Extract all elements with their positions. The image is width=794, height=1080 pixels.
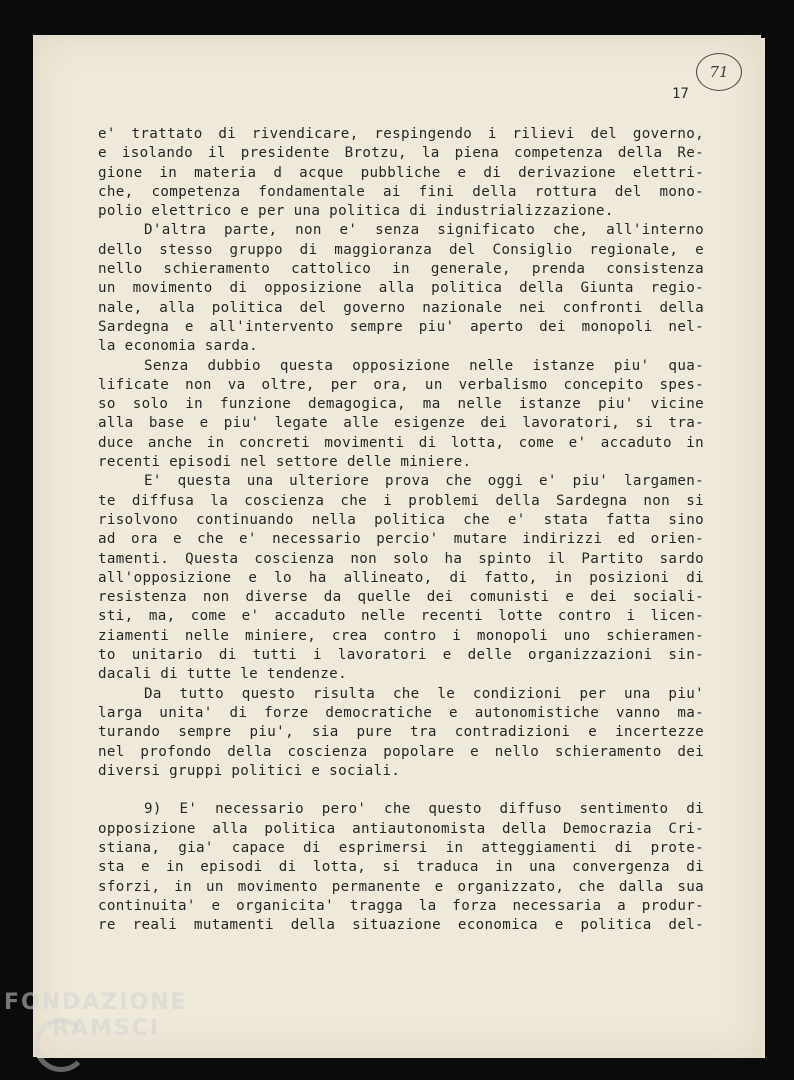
- text-line: E' questa una ulteriore prova che oggi e' piu' largamen-: [144, 473, 704, 490]
- text-line: lificate non va oltre, per ora, un verbalismo concepito spes-: [98, 376, 704, 393]
- text-line: sta e in episodi di lotta, si traduca in una convergenza di: [98, 859, 704, 876]
- text-line: duce anche in concreti movimenti di lotta, come e' accaduto in: [98, 434, 704, 451]
- text-line: gione in materia d acque pubbliche e di derivazione elettri-: [98, 164, 704, 181]
- text-line: re reali mutamenti della situazione economica e politica del-: [98, 917, 704, 934]
- text-line: Da tutto questo risulta che le condizioni per una piu': [144, 685, 704, 702]
- text-line: nel profondo della coscienza popolare e nello schieramento dei: [98, 743, 704, 760]
- text-line: sforzi, in un movimento permanente e organizzato, che dalla sua: [98, 878, 704, 895]
- text-line: tamenti. Questa coscienza non solo ha spinto il Partito sardo: [98, 550, 704, 567]
- body-text: [98, 125, 704, 935]
- watermark-line-1: FONDAZIONE: [4, 990, 188, 1015]
- text-line: turando sempre piu', sia pure tra contradizioni e incertezze: [98, 724, 704, 741]
- text-line: to unitario di tutti i lavoratori e delle organizzazioni sin-: [98, 647, 704, 664]
- archive-number-stamp: 71: [696, 53, 742, 91]
- text-line: te diffusa la coscienza che i problemi della Sardegna non si: [98, 492, 704, 509]
- text-line: la economia sarda.: [98, 338, 259, 355]
- text-line: opposizione alla politica antiautonomista della Democrazia Cri-: [98, 820, 704, 837]
- text-line: [98, 781, 704, 800]
- watermark-g-mark-icon: [34, 1018, 88, 1072]
- text-line: Senza dubbio questa opposizione nelle istanze piu' qua-: [144, 357, 704, 374]
- text-line: un movimento di opposizione alla politica della Giunta regio-: [98, 280, 704, 297]
- text-line: resistenza non diverse da quelle dei comunisti e dei sociali-: [98, 589, 704, 606]
- text-line: D'altra parte, non e' senza significato che, all'interno: [144, 222, 704, 239]
- text-line: risolvono continuando nella politica che e' stata fatta sino: [98, 511, 704, 528]
- text-line: Sardegna e all'intervento sempre piu' aperto dei monopoli nel-: [98, 318, 704, 335]
- text-line: e' trattato di rivendicare, respingendo i rilievi del governo,: [98, 126, 704, 142]
- watermark-line-2: RAMSCI: [52, 1016, 161, 1041]
- text-line: recenti episodi nel settore delle miniere.: [98, 454, 472, 471]
- watermark-logo: [4, 992, 188, 1040]
- text-line: nello schieramento cattolico in generale, prenda consistenza: [98, 261, 704, 278]
- page-number: 17: [672, 86, 689, 102]
- text-line: polio elettrico e per una politica di industrializzazione.: [98, 203, 614, 220]
- text-line: ziamenti nelle miniere, crea contro i monopoli uno schieramen-: [98, 627, 704, 644]
- text-line: diversi gruppi politici e sociali.: [98, 762, 401, 779]
- text-line: larga unita' di forze democratiche e autonomistiche vanno ma-: [98, 704, 704, 721]
- text-line: all'opposizione e lo ha allineato, di fatto, in posizioni di: [98, 569, 704, 586]
- text-line: sti, ma, come e' accaduto nelle recenti lotte contro i licen-: [98, 608, 704, 625]
- text-line: alla base e piu' legate alle esigenze dei lavoratori, si tra-: [98, 415, 704, 432]
- text-line: dacali di tutte le tendenze.: [98, 666, 347, 683]
- text-line: stiana, gia' capace di esprimersi in atteggiamenti di prote-: [98, 839, 704, 856]
- text-line: che, competenza fondamentale ai fini della rottura del mono-: [98, 183, 704, 200]
- text-line: so solo in funzione demagogica, ma nelle istanze piu' vicine: [98, 396, 704, 413]
- text-line: e isolando il presidente Brotzu, la piena competenza della Re-: [98, 145, 704, 162]
- text-line: nale, alla politica del governo nazionale nei confronti della: [98, 299, 704, 316]
- text-line: continuita' e organicita' tragga la forza necessaria a produr-: [98, 897, 704, 914]
- text-line: ad ora e che e' necessario percio' mutare indirizzi ed orien-: [98, 531, 704, 548]
- text-line: dello stesso gruppo di maggioranza del Consiglio regionale, e: [98, 241, 704, 258]
- text-line: 9) E' necessario pero' che questo diffuso sentimento di: [144, 801, 704, 818]
